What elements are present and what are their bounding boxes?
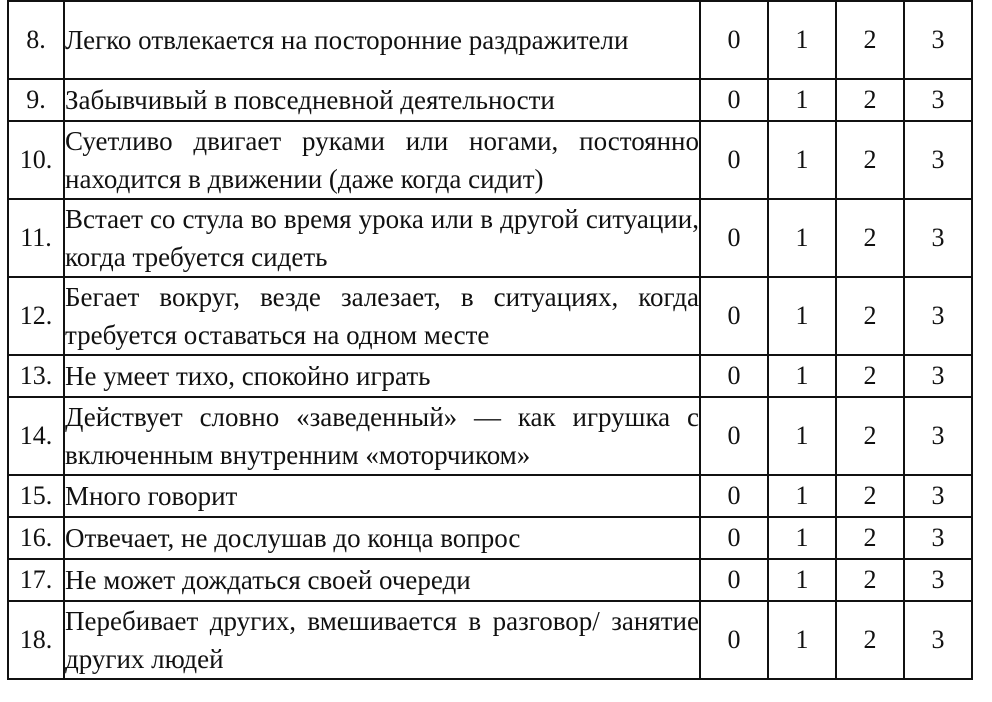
- score-option-2[interactable]: 2: [836, 355, 904, 397]
- score-option-1[interactable]: 1: [768, 121, 836, 199]
- item-statement: Бегает вокруг, везде залезает, в ситуациях, когда требуется оставаться на одном месте: [64, 277, 700, 355]
- table-row: [8, 121, 972, 199]
- item-number: 8.: [8, 1, 64, 79]
- score-option-1[interactable]: 1: [768, 397, 836, 475]
- score-option-3[interactable]: 3: [904, 559, 972, 601]
- item-number: 14.: [8, 397, 64, 475]
- item-number: 15.: [8, 475, 64, 517]
- score-option-3[interactable]: 3: [904, 517, 972, 559]
- score-option-0[interactable]: 0: [700, 601, 768, 679]
- score-option-2[interactable]: 2: [836, 199, 904, 277]
- item-statement: Забывчивый в повседневной деятельности: [64, 79, 700, 121]
- table-row: [8, 397, 972, 475]
- item-number: 9.: [8, 79, 64, 121]
- table-row: [8, 79, 972, 121]
- score-option-1[interactable]: 1: [768, 79, 836, 121]
- score-option-0[interactable]: 0: [700, 397, 768, 475]
- score-option-1[interactable]: 1: [768, 517, 836, 559]
- score-option-2[interactable]: 2: [836, 475, 904, 517]
- item-number: 18.: [8, 601, 64, 679]
- item-statement: Легко отвлекается на посторонние раздражители: [64, 1, 700, 79]
- score-option-1[interactable]: 1: [768, 601, 836, 679]
- score-option-2[interactable]: 2: [836, 517, 904, 559]
- score-option-0[interactable]: 0: [700, 79, 768, 121]
- questionnaire-body: [8, 1, 972, 679]
- score-option-0[interactable]: 0: [700, 559, 768, 601]
- score-option-2[interactable]: 2: [836, 277, 904, 355]
- score-option-3[interactable]: 3: [904, 277, 972, 355]
- score-option-1[interactable]: 1: [768, 1, 836, 79]
- score-option-2[interactable]: 2: [836, 79, 904, 121]
- score-option-2[interactable]: 2: [836, 601, 904, 679]
- item-statement: Суетливо двигает руками или ногами, постоянно находится в движении (даже когда сидит): [64, 121, 700, 199]
- score-option-0[interactable]: 0: [700, 121, 768, 199]
- score-option-0[interactable]: 0: [700, 199, 768, 277]
- score-option-3[interactable]: 3: [904, 79, 972, 121]
- table-row: [8, 517, 972, 559]
- score-option-3[interactable]: 3: [904, 1, 972, 79]
- table-row: [8, 199, 972, 277]
- score-option-0[interactable]: 0: [700, 277, 768, 355]
- table-row: [8, 601, 972, 679]
- questionnaire-table: [7, 0, 973, 680]
- score-option-3[interactable]: 3: [904, 121, 972, 199]
- score-option-2[interactable]: 2: [836, 397, 904, 475]
- score-option-3[interactable]: 3: [904, 601, 972, 679]
- item-statement: Не умеет тихо, спокойно играть: [64, 355, 700, 397]
- score-option-3[interactable]: 3: [904, 475, 972, 517]
- score-option-1[interactable]: 1: [768, 277, 836, 355]
- score-option-1[interactable]: 1: [768, 199, 836, 277]
- score-option-3[interactable]: 3: [904, 397, 972, 475]
- score-option-3[interactable]: 3: [904, 199, 972, 277]
- item-number: 11.: [8, 199, 64, 277]
- item-statement: Отвечает, не дослушав до конца вопрос: [64, 517, 700, 559]
- score-option-0[interactable]: 0: [700, 355, 768, 397]
- score-option-2[interactable]: 2: [836, 121, 904, 199]
- score-option-0[interactable]: 0: [700, 517, 768, 559]
- score-option-0[interactable]: 0: [700, 1, 768, 79]
- item-statement: Много говорит: [64, 475, 700, 517]
- score-option-2[interactable]: 2: [836, 1, 904, 79]
- table-row: [8, 1, 972, 79]
- score-option-1[interactable]: 1: [768, 475, 836, 517]
- item-number: 12.: [8, 277, 64, 355]
- item-statement: Перебивает других, вмешивается в разговор/ занятие других людей: [64, 601, 700, 679]
- table-row: [8, 559, 972, 601]
- item-statement: Не может дождаться своей очереди: [64, 559, 700, 601]
- score-option-0[interactable]: 0: [700, 475, 768, 517]
- score-option-1[interactable]: 1: [768, 559, 836, 601]
- table-row: [8, 475, 972, 517]
- item-number: 17.: [8, 559, 64, 601]
- score-option-1[interactable]: 1: [768, 355, 836, 397]
- table-row: [8, 355, 972, 397]
- score-option-3[interactable]: 3: [904, 355, 972, 397]
- item-number: 13.: [8, 355, 64, 397]
- item-statement: Встает со стула во время урока или в другой ситуации, когда требуется сидеть: [64, 199, 700, 277]
- item-statement: Действует словно «заведенный» — как игрушка с включенным внутренним «моторчиком»: [64, 397, 700, 475]
- item-number: 16.: [8, 517, 64, 559]
- score-option-2[interactable]: 2: [836, 559, 904, 601]
- item-number: 10.: [8, 121, 64, 199]
- table-row: [8, 277, 972, 355]
